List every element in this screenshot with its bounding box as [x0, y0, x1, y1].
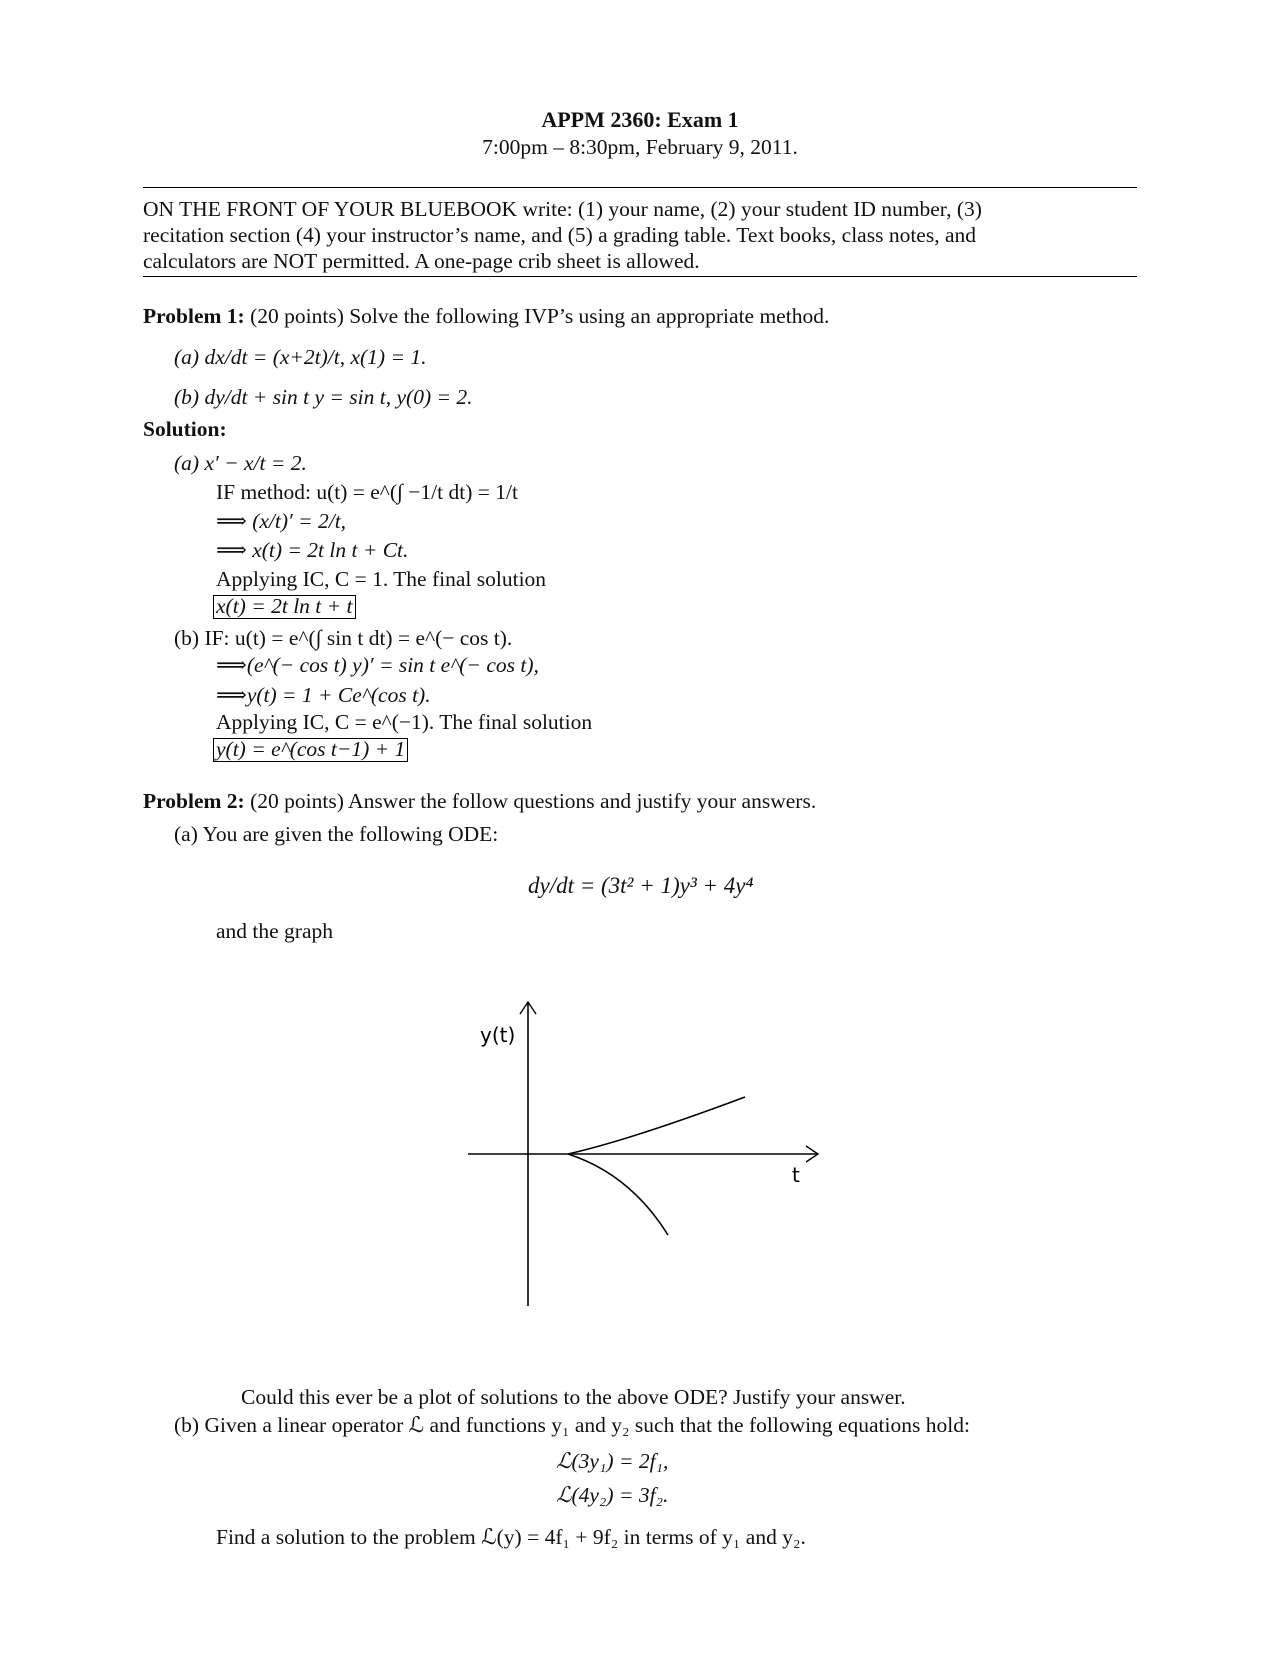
- exam-time: 7:00pm – 8:30pm, February 9, 2011.: [482, 135, 798, 159]
- problem-1-part-a: (a) dx/dt = (x+2t)/t, x(1) = 1.: [174, 345, 427, 369]
- solution-graph: [440, 990, 840, 1310]
- y-axis-label: y(t): [480, 1023, 516, 1047]
- instructions-line-3: calculators are NOT permitted. A one-page crib sheet is allowed.: [143, 249, 700, 273]
- solution-a-line-4: ⟹ x(t) = 2t ln t + Ct.: [216, 538, 409, 562]
- problem-2: [143, 788, 816, 815]
- solution-a-final: x(t) = 2t ln t + t: [213, 595, 356, 619]
- solution-b-line-2: ⟹(e^(− cos t) y)′ = sin t e^(− cos t),: [216, 653, 539, 677]
- solution-b-line-4: Applying IC, C = e^(−1). The final solution: [216, 710, 593, 734]
- problem-1-statement: (20 points) Solve the following IVP’s using an appropriate method.: [250, 304, 830, 328]
- solution-a-line-3: ⟹ (x/t)′ = 2/t,: [216, 509, 347, 533]
- instructions-line-2: recitation section (4) your instructor’s name, and (5) a grading table. Text books, class notes, and: [143, 223, 976, 247]
- solution-b-final-box: [213, 736, 408, 763]
- problem-2-part-a-intro: (a) You are given the following ODE:: [174, 822, 499, 846]
- find-solution: Find a solution to the problem ℒ(y) = 4f₁ + 9f₂ in terms of y₁ and y₂.: [216, 1525, 806, 1549]
- ode-equation: dy/dt = (3t² + 1)y³ + 4y⁴: [528, 873, 754, 898]
- question-a: Could this ever be a plot of solutions to the above ODE? Justify your answer.: [241, 1385, 906, 1409]
- problem-2-part-b-intro: (b) Given a linear operator ℒ and functions y₁ and y₂ such that the following equations hold:: [174, 1413, 970, 1437]
- equation-2-text: ℒ(4y₂) = 3f₂.: [556, 1483, 669, 1507]
- solution-a-line-1: (a) x′ − x/t = 2.: [174, 451, 307, 475]
- problem-2-statement: (20 points) Answer the follow questions and justify your answers.: [250, 789, 817, 813]
- upper-solution-curve: [568, 1097, 745, 1154]
- x-axis-label: t: [792, 1163, 800, 1187]
- exam-title: APPM 2360: Exam 1: [541, 107, 739, 132]
- problem-1-part-b: (b) dy/dt + sin t y = sin t, y(0) = 2.: [174, 385, 473, 409]
- problem-2-heading: Problem 2:: [143, 789, 245, 813]
- equation-1: [556, 1448, 668, 1475]
- top-rule: [143, 187, 1137, 188]
- equation-1-text: ℒ(3y₁) = 2f₁,: [556, 1449, 669, 1473]
- instructions-line-1: ON THE FRONT OF YOUR BLUEBOOK write: (1) your name, (2) your student ID number, (3): [143, 197, 982, 221]
- equation-2: [556, 1482, 668, 1509]
- solution-a-final-box: [213, 593, 356, 620]
- solution-b-final: y(t) = e^(cos t−1) + 1: [213, 738, 408, 762]
- and-the-graph: and the graph: [216, 919, 334, 943]
- problem-1-heading: Problem 1:: [143, 304, 245, 328]
- solution-b-line-3: ⟹y(t) = 1 + Ce^(cos t).: [216, 683, 431, 707]
- lower-solution-curve: [568, 1154, 668, 1235]
- problem-1: [143, 303, 829, 330]
- solution-heading: Solution:: [143, 417, 227, 441]
- solution-a-line-2: IF method: u(t) = e^(∫ −1/t dt) = 1/t: [216, 480, 518, 504]
- bottom-rule: [143, 276, 1137, 277]
- solution-b-line-1: (b) IF: u(t) = e^(∫ sin t dt) = e^(− cos t).: [174, 626, 513, 650]
- solution-a-line-5: Applying IC, C = 1. The final solution: [216, 567, 547, 591]
